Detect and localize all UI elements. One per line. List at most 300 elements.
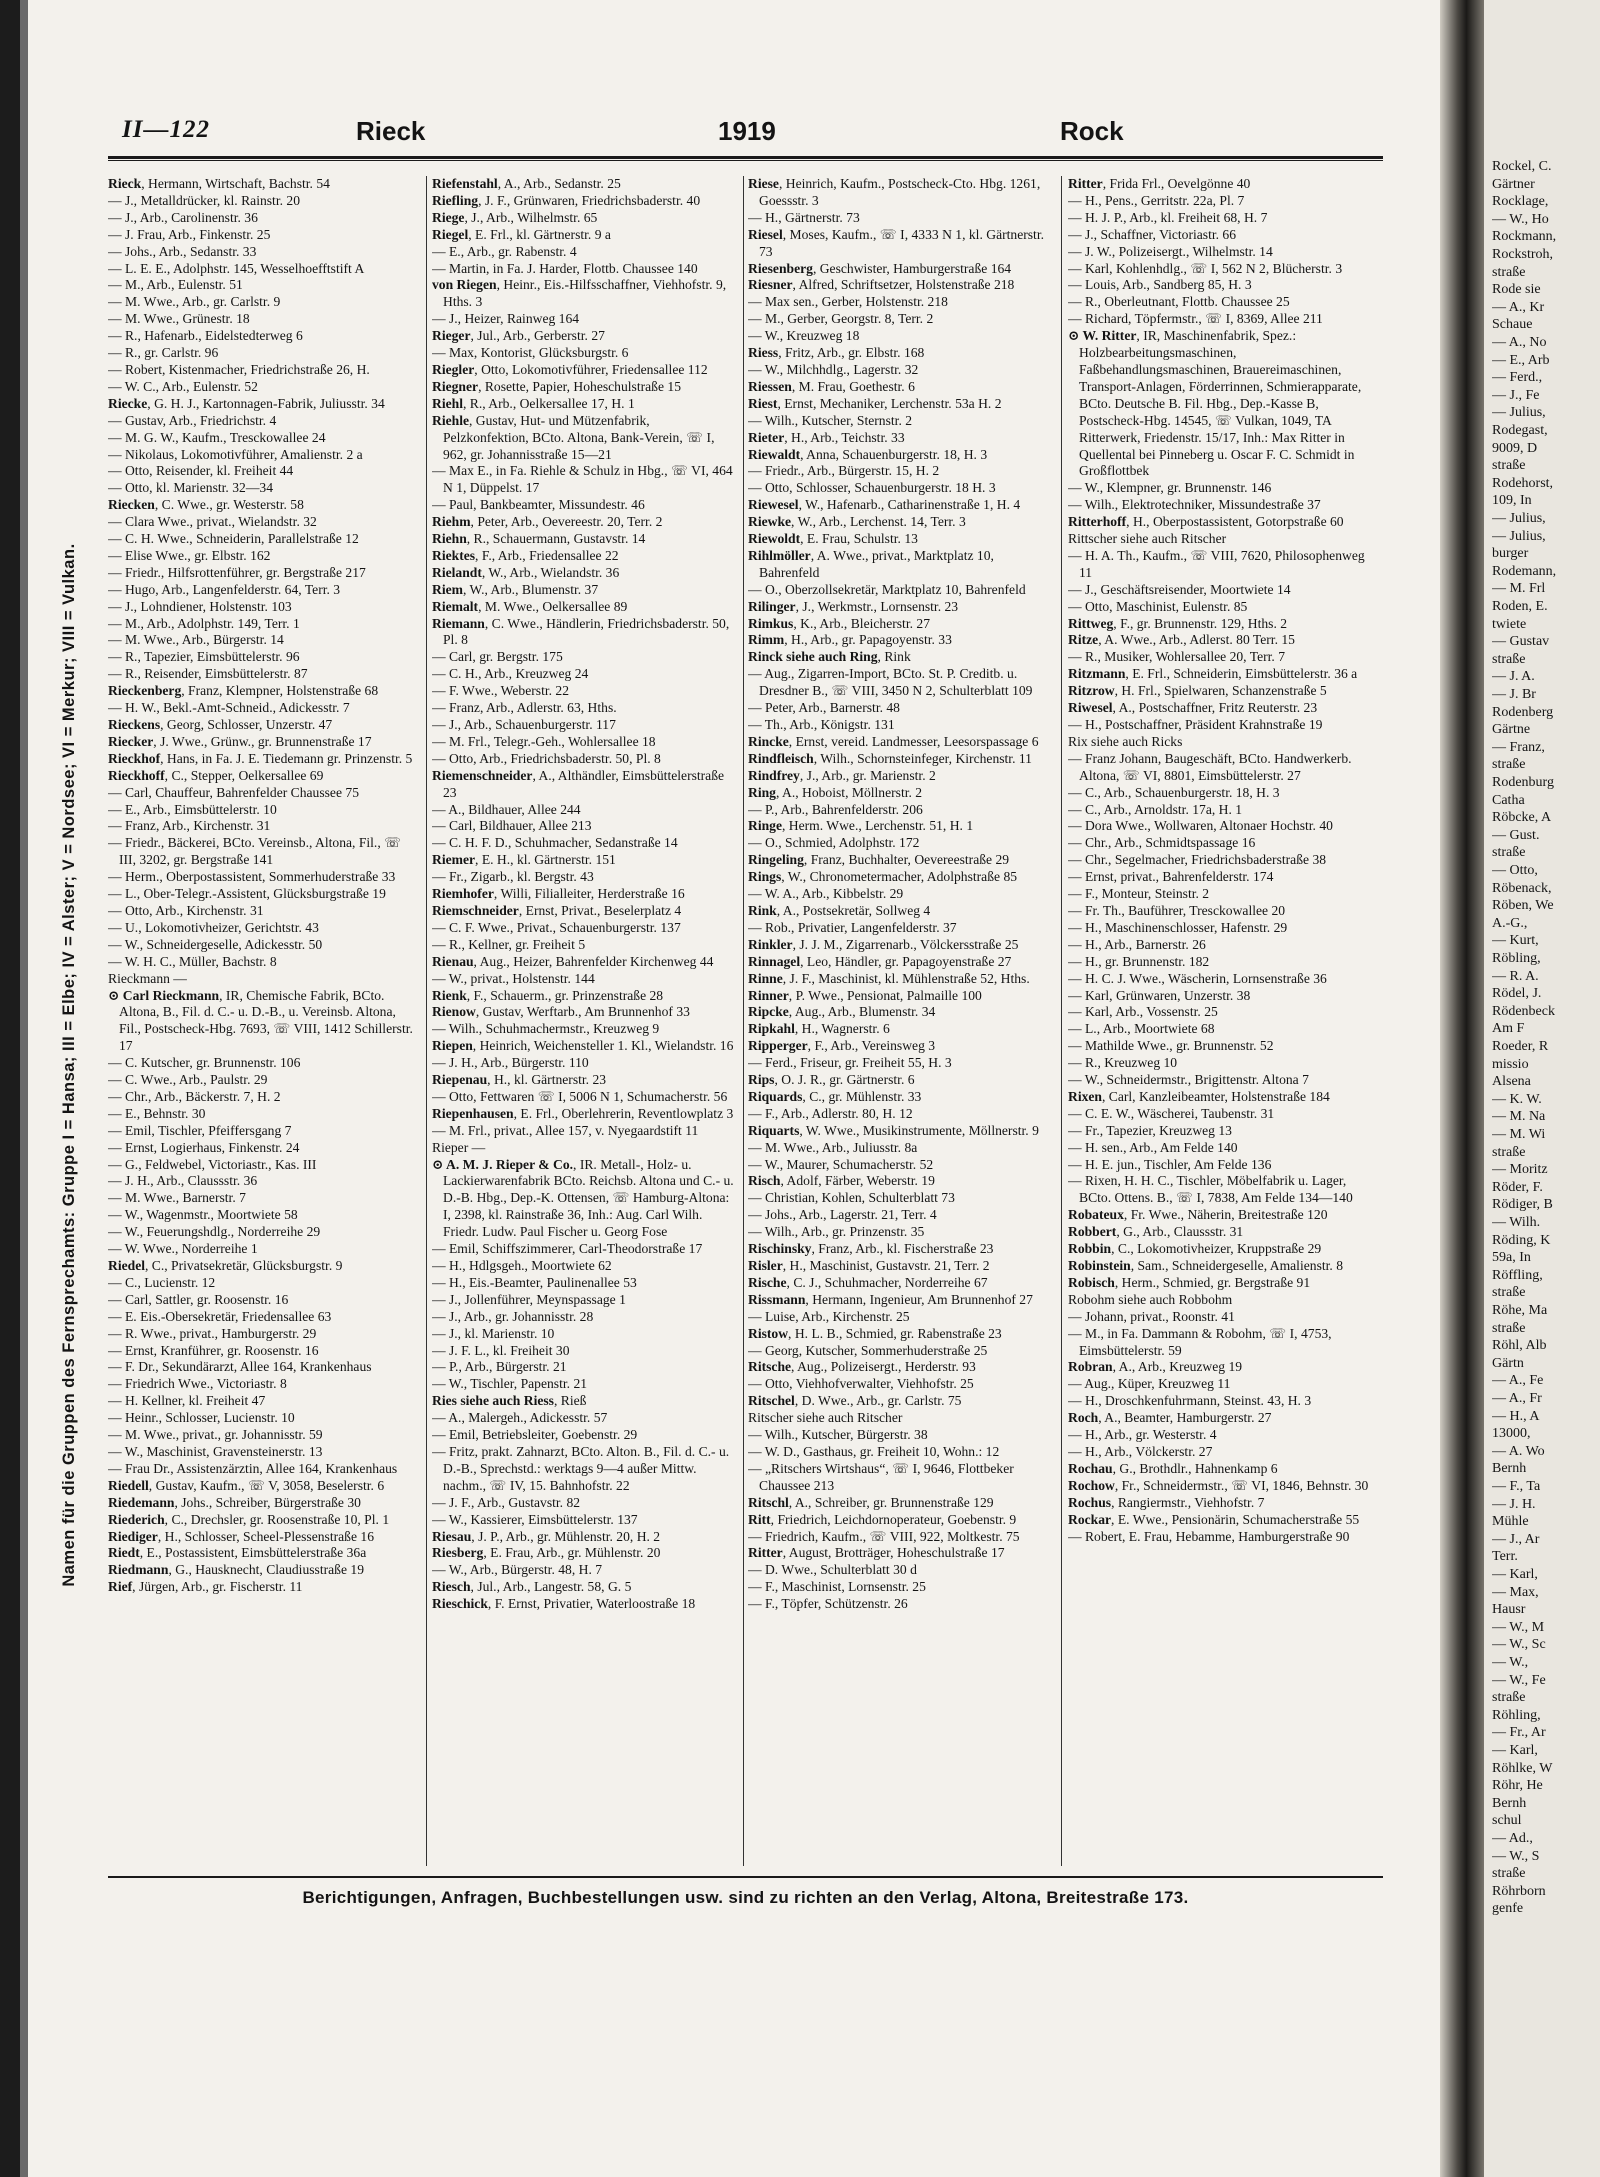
next-page-line: — J. H. xyxy=(1492,1496,1536,1512)
next-page-line: — M. Frl xyxy=(1492,581,1546,597)
next-page-line: Röhlke, W xyxy=(1492,1760,1553,1776)
directory-entry: — J. F., Arb., Gustavstr. 82 xyxy=(432,1494,581,1510)
directory-entry: — Gustav, Arb., Friedrichstr. 4 xyxy=(108,412,277,428)
directory-entry: — W., Milchhdlg., Lagerstr. 32 xyxy=(748,361,919,377)
next-page-line: Roeder, R xyxy=(1492,1039,1549,1054)
next-page-line: Röbenack, xyxy=(1492,880,1552,896)
directory-entry: Riegner, Rosette, Papier, Hoheschulstraße 15 xyxy=(432,378,681,394)
directory-entry: — Th., Arb., Königstr. 131 xyxy=(748,717,895,732)
directory-entry: Riedel, C., Privatsekretär, Glücksburgstr. 9 xyxy=(108,1258,343,1273)
directory-entry: — W., Schneidermstr., Brigittenstr. Altona 7 xyxy=(1068,1072,1309,1088)
next-page-line: Rocklage, xyxy=(1492,194,1549,210)
directory-entry: Rix siehe auch Ricks xyxy=(1068,733,1183,749)
directory-entry: — C. F. Wwe., Privat., Schauenburgerstr. 137 xyxy=(432,919,681,935)
column-3 xyxy=(748,176,1054,1868)
directory-entry: — J., Arb., Carolinenstr. 36 xyxy=(108,209,258,225)
directory-entry: — Max, Kontorist, Glücksburgstr. 6 xyxy=(432,345,629,361)
left-keyword: Rieck xyxy=(356,116,426,146)
directory-entry: — F., Arb., Adlerstr. 80, H. 12 xyxy=(748,1105,913,1121)
directory-entry: — H., Arb., Barnerstr. 26 xyxy=(1068,936,1206,952)
directory-entry: — Hugo, Arb., Langenfelderstr. 64, Terr. 3 xyxy=(108,581,341,597)
next-page-line: — A., Fr xyxy=(1492,1391,1542,1406)
directory-entry: Rieck, Hermann, Wirtschaft, Bachstr. 54 xyxy=(108,176,330,191)
directory-entry: — D. Wwe., Schulterblatt 30 d xyxy=(748,1562,917,1578)
directory-entry: Riemalt, M. Wwe., Oelkersallee 89 xyxy=(432,598,628,614)
book-gutter xyxy=(1440,0,1484,2177)
next-page-line: straße xyxy=(1492,1866,1526,1882)
directory-entry: — Rob., Privatier, Langenfelderstr. 37 xyxy=(748,919,957,935)
directory-entry: — C., Lucienstr. 12 xyxy=(108,1274,216,1290)
next-page-line: — Max, xyxy=(1492,1584,1539,1600)
directory-entry: Ritscher siehe auch Ritscher xyxy=(748,1410,903,1426)
directory-entry: — Herm., Oberpostassistent, Sommerhuderstraße 33 xyxy=(108,869,396,885)
directory-entry: Riedemann, Johs., Schreiber, Bürgerstraße 30 xyxy=(108,1494,361,1510)
next-page-line: — Franz, xyxy=(1492,739,1545,755)
directory-entry: — W., Schneidergeselle, Adickesstr. 50 xyxy=(108,936,323,952)
directory-entry: Ritt, Friedrich, Leichdornoperateur, Goebenstr. 9 xyxy=(748,1511,1017,1527)
next-page-line: straße xyxy=(1492,651,1526,667)
directory-entry: — Aug., Küper, Kreuzweg 11 xyxy=(1068,1376,1231,1392)
directory-entry: — R., gr. Carlstr. 96 xyxy=(108,345,219,361)
next-page-line: 109, In xyxy=(1492,493,1532,509)
directory-entry: ⊙ A. M. J. Rieper & Co., IR. Metall-, Holz- u. Lackierwarenfabrik BCto. Reichsb. Altona und C.- u. D.-B. Hbg., Dep.-K. Ottensen, ☏ Hamburg-Altona: I, 2398, kl. Rainstraße 36, Inh.: Aug. Carl Wilh. Friedr. Ludw. Paul Fischer u. Georg Fose xyxy=(432,1156,734,1240)
directory-entry: — M. Wwe., Grünestr. 18 xyxy=(108,311,250,327)
directory-entry: Rockar, E. Wwe., Pensionärin, Schumacherstraße 55 xyxy=(1068,1511,1360,1527)
directory-entry: Rindfleisch, Wilh., Schornsteinfeger, Kirchenstr. 11 xyxy=(748,750,1032,766)
directory-entry: Ripkahl, H., Wagnerstr. 6 xyxy=(748,1021,890,1037)
directory-entry: — J., Geschäftsreisender, Moortwiete 14 xyxy=(1068,581,1291,597)
directory-entry: — H. W., Bekl.-Amt-Schneid., Adickesstr. 7 xyxy=(108,700,350,716)
directory-entry: — Chr., Arb., Bäckerstr. 7, H. 2 xyxy=(108,1088,281,1104)
next-page-line: straße xyxy=(1492,458,1526,474)
directory-entry: — J. W., Polizeisergt., Wilhelmstr. 14 xyxy=(1068,243,1273,259)
next-page-line: — F., Ta xyxy=(1492,1479,1541,1494)
next-page-line: — W., Sc xyxy=(1492,1637,1546,1653)
next-page-line: — K. W. xyxy=(1492,1091,1542,1107)
directory-entry: Ritter, August, Brotträger, Hoheschulstraße 17 xyxy=(748,1545,1005,1561)
directory-entry: — Max sen., Gerber, Holstenstr. 218 xyxy=(748,294,948,310)
directory-entry: Rienau, Aug., Heizer, Bahrenfelder Kirchenweg 44 xyxy=(432,953,714,969)
directory-entry: — Emil, Tischler, Pfeiffersgang 7 xyxy=(108,1122,292,1138)
directory-entry: Rixen, Carl, Kanzleibeamter, Holstenstraße 184 xyxy=(1068,1088,1330,1104)
directory-entry: — J., Metalldrücker, kl. Rainstr. 20 xyxy=(108,192,301,208)
next-page-line: — Gust. xyxy=(1492,827,1540,843)
page-header xyxy=(108,116,1383,150)
directory-entry: — Fritz, prakt. Zahnarzt, BCto. Alton. B., Fil. d. C.- u. D.-B., Sprechstd.: werktags 9—4 außer Mittw. nachm., ☏ IV, 15. Bahnhofstr. 22 xyxy=(432,1443,730,1493)
next-page-line: Röben, We xyxy=(1492,898,1554,914)
directory-entry: — W., Maschinist, Gravensteinerstr. 13 xyxy=(108,1443,323,1459)
directory-entry: — W., Wagenmstr., Moortwiete 58 xyxy=(108,1207,298,1223)
side-margin xyxy=(28,230,92,1900)
directory-entry: Ritschl, A., Schreiber, gr. Brunnenstraße 129 xyxy=(748,1494,994,1510)
directory-entry: Ristow, H. L. B., Schmied, gr. Rabenstraße 23 xyxy=(748,1325,1002,1341)
directory-entry: — Fr. Th., Bauführer, Tresckowallee 20 xyxy=(1068,902,1286,918)
footer-note: Berichtigungen, Anfragen, Buchbestellungen usw. sind zu richten an den Verlag, Altona, Breitestraße 173. xyxy=(302,1888,1189,1907)
directory-entry: Riesner, Alfred, Schriftsetzer, Holstenstraße 218 xyxy=(748,277,1015,293)
directory-entry: Rieckens, Georg, Schlosser, Unzerstr. 47 xyxy=(108,717,333,732)
directory-entry: Rink, A., Postsekretär, Sollweg 4 xyxy=(748,902,931,918)
directory-entry: — Emil, Betriebsleiter, Goebenstr. 29 xyxy=(432,1427,638,1443)
directory-entry: Rinner, P. Wwe., Pensionat, Palmaille 100 xyxy=(748,987,982,1003)
next-page-line: — H., A xyxy=(1492,1408,1540,1424)
directory-entry: — W., Kassierer, Eimsbüttelerstr. 137 xyxy=(432,1511,638,1527)
next-page-line: — Karl, xyxy=(1492,1743,1538,1758)
directory-entry: Riewke, W., Arb., Lerchenst. 14, Terr. 3 xyxy=(748,514,966,530)
directory-entry: Riess, Fritz, Arb., gr. Elbstr. 168 xyxy=(748,345,925,361)
next-page-line: schul xyxy=(1492,1813,1522,1829)
directory-entry: — M., Gerber, Georgstr. 8, Terr. 2 xyxy=(748,311,934,327)
next-page-line: — W., M xyxy=(1492,1619,1545,1635)
directory-entry: — H., Hdlgsgeh., Moortwiete 62 xyxy=(432,1258,612,1273)
directory-entry: Riehl, R., Arb., Oelkersallee 17, H. 1 xyxy=(432,395,635,411)
directory-entry: — Johs., Arb., Sedanstr. 33 xyxy=(108,243,257,259)
directory-entry: Ripcke, Aug., Arb., Blumenstr. 34 xyxy=(748,1004,936,1020)
next-page-line: Röhl, Alb xyxy=(1492,1338,1547,1354)
directory-entry: — C. Wwe., Arb., Paulstr. 29 xyxy=(108,1072,268,1088)
next-page-line: Gärtner xyxy=(1492,176,1535,192)
next-page-line: Rockel, C. xyxy=(1492,159,1552,174)
next-page-line: Rödiger, B xyxy=(1492,1197,1553,1213)
next-page-line: Röder, F. xyxy=(1492,1179,1543,1195)
directory-entry: — Carl, gr. Bergstr. 175 xyxy=(432,649,563,665)
scan-edge-left xyxy=(0,0,20,2177)
phone-exchange-note: Namen für die Gruppen des Fernsprechamts: Gruppe I = Hansa; III = Elbe; IV = Alster; V = Nordsee; VI = Merkur; VIII = Vulkan. xyxy=(60,543,78,1587)
directory-entry: — W. H. C., Müller, Bachstr. 8 xyxy=(108,953,277,969)
directory-entry: Riepenau, H., kl. Gärtnerstr. 23 xyxy=(432,1072,607,1088)
next-page-line: genfe xyxy=(1492,1901,1524,1917)
directory-entry: — C. E. W., Wäscherei, Taubenstr. 31 xyxy=(1068,1105,1275,1121)
directory-entry: — M. Wwe., Arb., Bürgerstr. 14 xyxy=(108,632,284,648)
directory-entry: — H. J. P., Arb., kl. Freiheit 68, H. 7 xyxy=(1068,209,1268,225)
directory-entry: Riedell, Gustav, Kaufm., ☏ V, 3058, Beselerstr. 6 xyxy=(108,1477,385,1493)
next-page-line: — J. Br xyxy=(1492,687,1536,702)
directory-entry: — L. E. E., Adolphstr. 145, Wesselhoefftstift A xyxy=(108,260,365,276)
directory-entry: — W., Tischler, Papenstr. 21 xyxy=(432,1376,588,1392)
directory-entry: — M., Arb., Adolphstr. 149, Terr. 1 xyxy=(108,615,300,631)
next-page-line: Rodehorst, xyxy=(1492,475,1554,491)
directory-entry: Ring, A., Hoboist, Möllnerstr. 2 xyxy=(748,784,923,800)
next-page-line: — A. Wo xyxy=(1492,1443,1545,1459)
directory-entry: Rimm, H., Arb., gr. Papagoyenstr. 33 xyxy=(748,632,952,648)
directory-entry: Rindfrey, J., Arb., gr. Marienstr. 2 xyxy=(748,767,936,783)
directory-entry: — Franz, Arb., Kirchenstr. 31 xyxy=(108,818,271,834)
directory-entry: — Christian, Kohlen, Schulterblatt 73 xyxy=(748,1190,955,1206)
directory-entry: Riem, W., Arb., Blumenstr. 37 xyxy=(432,581,599,597)
directory-entry: Ritze, A. Wwe., Arb., Adlerst. 80 Terr. 15 xyxy=(1068,632,1295,648)
directory-entry: — J. F. L., kl. Freiheit 30 xyxy=(432,1342,570,1358)
right-keyword: Rock xyxy=(1060,116,1124,146)
year: 1919 xyxy=(718,116,776,146)
directory-entry: — E., Arb., Eimsbüttelerstr. 10 xyxy=(108,801,277,817)
directory-entry: — M. Wwe., privat., gr. Johannisstr. 59 xyxy=(108,1427,323,1443)
directory-entry: — Richard, Töpfermstr., ☏ I, 8369, Allee 211 xyxy=(1068,311,1323,327)
next-page-line: — Moritz xyxy=(1492,1162,1548,1178)
next-page-line: Rockstroh, xyxy=(1492,247,1554,262)
directory-entry: — Aug., Zigarren-Import, BCto. St. P. Creditb. u. Dresdner B., ☏ VIII, 3450 N 2, Schulterblatt 109 xyxy=(748,666,1033,699)
directory-entry: Ritsche, Aug., Polizeisergt., Herderstr. 93 xyxy=(748,1359,976,1375)
directory-entry: — J. Frau, Arb., Finkenstr. 25 xyxy=(108,226,271,242)
column-2 xyxy=(432,176,738,1868)
directory-entry: — H. A. Th., Kaufm., ☏ VIII, 7620, Philosophenweg 11 xyxy=(1068,547,1365,580)
directory-entry: — H., Pens., Gerritstr. 22a, Pl. 7 xyxy=(1068,192,1245,208)
directory-entry: Riemenschneider, A., Althändler, Eimsbüttelerstraße 23 xyxy=(432,767,725,800)
directory-entry: Riefling, J. F., Grünwaren, Friedrichsbaderstr. 40 xyxy=(432,192,701,208)
next-page-line: — A., Fe xyxy=(1492,1373,1544,1389)
directory-entry: — P., Arb., Bürgerstr. 21 xyxy=(432,1359,567,1375)
directory-entry: Rieckmann — xyxy=(108,970,187,986)
directory-entry: — F., Monteur, Steinstr. 2 xyxy=(1068,886,1210,902)
directory-entry: Rieckhof, Hans, in Fa. J. E. Tiedemann gr. Prinzenstr. 5 xyxy=(108,750,413,766)
next-page-line: — W., Fe xyxy=(1492,1672,1546,1688)
directory-entry: Riwesel, A., Postschaffner, Fritz Reuterstr. 23 xyxy=(1068,700,1318,716)
next-page-line: — J., Fe xyxy=(1492,387,1540,403)
directory-entry: Riediger, H., Schlosser, Scheel-Plessenstraße 16 xyxy=(108,1528,375,1544)
directory-entry: Rische, C. J., Schuhmacher, Norderreihe 67 xyxy=(748,1274,988,1290)
next-page-line: A.-G., xyxy=(1492,915,1528,931)
next-page-line: — Wilh. xyxy=(1492,1215,1541,1230)
directory-entry: Riemer, E. H., kl. Gärtnerstr. 151 xyxy=(432,852,616,868)
directory-entry: — W. C., Arb., Eulenstr. 52 xyxy=(108,378,258,394)
directory-entry: von Riegen, Heinr., Eis.-Hilfsschaffner, Viehhofstr. 9, Hths. 3 xyxy=(432,277,727,310)
directory-entry: Riemhofer, Willi, Filialleiter, Herderstraße 16 xyxy=(432,886,685,902)
directory-entry: — W., Arb., Bürgerstr. 48, H. 7 xyxy=(432,1562,603,1578)
next-page-line: Gärtne xyxy=(1492,722,1531,738)
directory-entry: Riese, Heinrich, Kaufm., Postscheck-Cto. Hbg. 1261, Goessstr. 3 xyxy=(748,176,1041,208)
directory-entry: — Elise Wwe., gr. Elbstr. 162 xyxy=(108,547,271,563)
next-page-line: Röding, K xyxy=(1492,1232,1551,1248)
next-page-line: Am F xyxy=(1492,1021,1525,1037)
directory-entry: — H., Arb., gr. Westerstr. 4 xyxy=(1068,1427,1217,1443)
directory-entry: — M. Wwe., Barnerstr. 7 xyxy=(108,1190,246,1206)
directory-entry: — Johs., Arb., Lagerstr. 21, Terr. 4 xyxy=(748,1207,937,1223)
directory-entry: — Max E., in Fa. Riehle & Schulz in Hbg., ☏ VI, 464 N 1, Düppelst. 17 xyxy=(432,463,733,496)
directory-entry: — M., Arb., Eulenstr. 51 xyxy=(108,277,243,293)
next-page-line: — Fr., Ar xyxy=(1492,1725,1546,1741)
directory-entry: — F. Dr., Sekundärarzt, Allee 164, Krankenhaus xyxy=(108,1359,372,1375)
directory-entry: Risler, H., Maschinist, Gustavstr. 21, Terr. 2 xyxy=(748,1258,990,1273)
directory-entry: — Karl, Grünwaren, Unzerstr. 38 xyxy=(1068,987,1251,1003)
next-page-line: — J., Ar xyxy=(1492,1531,1540,1547)
directory-entry: — A., Malergeh., Adickesstr. 57 xyxy=(432,1410,608,1426)
directory-entry: — E., Behnstr. 30 xyxy=(108,1105,206,1121)
directory-entry: Riepen, Heinrich, Weichensteller 1. Kl., Wielandstr. 16 xyxy=(432,1038,734,1054)
directory-entry: Riquards, C., gr. Mühlenstr. 33 xyxy=(748,1088,922,1104)
next-page-line: Röhrborn xyxy=(1492,1883,1546,1899)
directory-entry: — W., Kreuzweg 18 xyxy=(748,328,860,344)
directory-entry: — Wilh., Kutscher, Sternstr. 2 xyxy=(748,412,913,428)
directory-entry: Robbert, G., Arb., Claussstr. 31 xyxy=(1068,1224,1244,1240)
directory-entry: — F. Wwe., Weberstr. 22 xyxy=(432,683,570,699)
directory-entry: — Fr., Tapezier, Kreuzweg 13 xyxy=(1068,1122,1232,1138)
directory-entry: — F., Töpfer, Schützenstr. 26 xyxy=(748,1596,908,1612)
directory-entry: — M., in Fa. Dammann & Robohm, ☏ I, 4753, Eimsbüttelerstr. 59 xyxy=(1068,1325,1332,1358)
next-page-line: Catha xyxy=(1492,792,1525,808)
next-page-fragment xyxy=(1484,0,1600,2177)
directory-entry: Ritschel, D. Wwe., Arb., gr. Carlstr. 75 xyxy=(748,1393,962,1409)
next-page-line: Rödel, J. xyxy=(1492,986,1542,1002)
directory-entry: — W. A., Arb., Kibbelstr. 29 xyxy=(748,886,904,902)
directory-entry: — E. Eis.-Obersekretär, Friedensallee 63 xyxy=(108,1308,332,1324)
directory-entry: Rienk, F., Schauerm., gr. Prinzenstraße 28 xyxy=(432,987,664,1003)
directory-entry: Rimkus, K., Arb., Bleicherstr. 27 xyxy=(748,615,931,631)
directory-entry: Riegel, E. Frl., kl. Gärtnerstr. 9 a xyxy=(432,226,611,242)
next-page-line: Rödenbeck xyxy=(1492,1003,1555,1019)
directory-entry: — C., Arb., Arnoldstr. 17a, H. 1 xyxy=(1068,801,1243,817)
directory-entry: Robinstein, Sam., Schneidergeselle, Amalienstr. 8 xyxy=(1068,1258,1344,1273)
directory-entry: — Johann, privat., Roonstr. 41 xyxy=(1068,1308,1235,1324)
directory-entry: — Chr., Arb., Schmidtspassage 16 xyxy=(1068,835,1256,851)
next-page-line: Gärtn xyxy=(1492,1355,1524,1371)
directory-entry: Riesel, Moses, Kaufm., ☏ I, 4333 N 1, kl. Gärtnerstr. 73 xyxy=(748,226,1045,259)
directory-entry: — L., Arb., Moortwiete 68 xyxy=(1068,1021,1215,1037)
directory-entry: Riesberg, E. Frau, Arb., gr. Mühlenstr. 20 xyxy=(432,1545,661,1561)
directory-entry: Riehn, R., Schauermann, Gustavstr. 14 xyxy=(432,531,646,547)
column-divider xyxy=(1061,176,1062,1866)
directory-entry: Ries siehe auch Riess, Rieß xyxy=(432,1393,587,1409)
directory-entry: Rochau, G., Brothdlr., Hahnenkamp 6 xyxy=(1068,1460,1278,1476)
directory-entry: — R., Hafenarb., Eidelstedterweg 6 xyxy=(108,328,303,344)
directory-entry: Riepenhausen, E. Frl., Oberlehrerin, Reventlowplatz 3 xyxy=(432,1105,734,1121)
directory-entry: Rings, W., Chronometermacher, Adolphstraße 85 xyxy=(748,869,1018,885)
directory-entry: — Peter, Arb., Barnerstr. 48 xyxy=(748,700,900,716)
directory-entry: — Carl, Sattler, gr. Roosenstr. 16 xyxy=(108,1291,289,1307)
directory-entry: Rihlmöller, A. Wwe., privat., Marktplatz 10, Bahrenfeld xyxy=(748,547,994,580)
directory-entry: — J. H., Arb., Claussstr. 36 xyxy=(108,1173,258,1189)
directory-entry: — H., Gärtnerstr. 73 xyxy=(748,209,860,225)
directory-entry: — Robert, E. Frau, Hebamme, Hamburgerstraße 90 xyxy=(1068,1528,1350,1544)
directory-entry: — H., Droschkenfuhrmann, Steinst. 43, H. 3 xyxy=(1068,1393,1312,1409)
directory-entry: — Dora Wwe., Wollwaren, Altonaer Hochstr. 40 xyxy=(1068,818,1333,834)
directory-entry: — W. D., Gasthaus, gr. Freiheit 10, Wohn.: 12 xyxy=(748,1443,1000,1459)
next-page-line: Rodegast, xyxy=(1492,423,1548,438)
directory-entry: Riegler, Otto, Lokomotivführer, Friedensallee 112 xyxy=(432,361,708,377)
directory-entry: — C. Kutscher, gr. Brunnenstr. 106 xyxy=(108,1055,301,1071)
next-page-line: Rockmann, xyxy=(1492,229,1557,245)
directory-entry: Rittweg, F., gr. Brunnenstr. 129, Hths. 2 xyxy=(1068,615,1288,631)
directory-entry: — Robert, Kistenmacher, Friedrichstraße 26, H. xyxy=(108,361,370,377)
directory-entry: Riecker, J. Wwe., Grünw., gr. Brunnenstraße 17 xyxy=(108,733,372,749)
next-page-line: Bernh xyxy=(1492,1461,1527,1477)
directory-entry: — Rixen, H. H. C., Tischler, Möbelfabrik u. Lager, BCto. Ottens. B., ☏ I, 7838, Am Felde 134—140 xyxy=(1068,1173,1353,1206)
directory-entry: — M. G. W., Kaufm., Tresckowallee 24 xyxy=(108,429,326,445)
directory-entry: Rinne, J. F., Maschinist, kl. Mühlenstraße 52, Hths. xyxy=(748,970,1030,986)
directory-entry: — Otto, Arb., Friedrichsbaderstr. 50, Pl. 8 xyxy=(432,750,661,766)
directory-entry: — W., Feuerungshdlg., Norderreihe 29 xyxy=(108,1224,321,1240)
directory-entry: — W., privat., Holstenstr. 144 xyxy=(432,970,595,986)
next-page-line: — A., Kr xyxy=(1492,299,1545,315)
directory-entry: — Ferd., Friseur, gr. Freiheit 55, H. 3 xyxy=(748,1055,952,1071)
directory-entry: — Nikolaus, Lokomotivführer, Amalienstr. 2 a xyxy=(108,446,363,462)
directory-entry: — Ernst, Logierhaus, Finkenstr. 24 xyxy=(108,1139,300,1155)
next-page-line: Rodemann, xyxy=(1492,563,1557,579)
directory-entry: — H., gr. Brunnenstr. 182 xyxy=(1068,953,1210,969)
directory-entry: Riemschneider, Ernst, Privat., Beselerplatz 4 xyxy=(432,902,682,918)
directory-entry: Riest, Ernst, Mechaniker, Lerchenstr. 53a H. 2 xyxy=(748,395,1002,411)
directory-entry: — C., Arb., Schauenburgerstr. 18, H. 3 xyxy=(1068,784,1280,800)
directory-entry: — Fr., Zigarb., kl. Bergstr. 43 xyxy=(432,869,594,885)
directory-entry: — P., Arb., Bahrenfelderstr. 206 xyxy=(748,801,923,817)
directory-entry: — Friedr., Hilfsrottenführer, gr. Bergstraße 217 xyxy=(108,564,366,580)
next-page-line: Schaue xyxy=(1492,317,1533,333)
directory-entry: Rischinsky, Franz, Arb., kl. Fischerstraße 23 xyxy=(748,1241,994,1257)
directory-entry: Rilinger, J., Werkmstr., Lornsenstr. 23 xyxy=(748,598,959,614)
directory-entry: Robateux, Fr. Wwe., Näherin, Breitestraße 120 xyxy=(1068,1207,1328,1223)
header-rule xyxy=(108,156,1383,159)
directory-entry: Riesenberg, Geschwister, Hamburgerstraße 164 xyxy=(748,260,1012,276)
directory-entry: — G., Feldwebel, Victoriastr., Kas. III xyxy=(108,1156,317,1172)
directory-entry: Robran, A., Arb., Kreuzweg 19 xyxy=(1068,1359,1243,1375)
next-page-line: straße xyxy=(1492,757,1526,773)
directory-entry: — H. Kellner, kl. Freiheit 47 xyxy=(108,1393,266,1409)
directory-entry: Rienow, Gustav, Werftarb., Am Brunnenhof 33 xyxy=(432,1004,690,1020)
directory-entry: Ringe, Herm. Wwe., Lerchenstr. 51, H. 1 xyxy=(748,818,974,834)
directory-entry: — Otto, Fettwaren ☏ I, 5006 N 1, Schumacherstr. 56 xyxy=(432,1088,728,1104)
next-page-line: straße xyxy=(1492,1285,1526,1301)
directory-entry: Rochus, Rangiermstr., Viehhofstr. 7 xyxy=(1068,1494,1265,1510)
directory-entry: — J., Arb., gr. Johannisstr. 28 xyxy=(432,1308,594,1324)
directory-entry: — U., Lokomotivheizer, Gerichtstr. 43 xyxy=(108,919,319,935)
directory-entry: — Otto, Arb., Kirchenstr. 31 xyxy=(108,902,264,918)
directory-entry: Riedmann, G., Hausknecht, Claudiusstraße 19 xyxy=(108,1562,365,1578)
directory-entry: Ritter, Frida Frl., Oevelgönne 40 xyxy=(1068,176,1251,191)
directory-entry: Rieter, H., Arb., Teichstr. 33 xyxy=(748,429,905,445)
next-page-line: Rodenburg xyxy=(1492,775,1554,790)
directory-entry: — J., Heizer, Rainweg 164 xyxy=(432,311,580,327)
directory-entry: Riektes, F., Arb., Friedensallee 22 xyxy=(432,547,619,563)
directory-entry: Riessen, M. Frau, Goethestr. 6 xyxy=(748,378,915,394)
directory-entry: Rieckenberg, Franz, Klempner, Holstenstraße 68 xyxy=(108,683,379,699)
directory-entry: Rips, O. J. R., gr. Gärtnerstr. 6 xyxy=(748,1072,915,1088)
directory-entry: — Friedrich, Kaufm., ☏ VIII, 922, Moltkestr. 75 xyxy=(748,1528,1020,1544)
next-page-line: Terr. xyxy=(1492,1549,1518,1565)
directory-entry: — Clara Wwe., privat., Wielandstr. 32 xyxy=(108,514,317,530)
directory-entry: Riege, J., Arb., Wilhelmstr. 65 xyxy=(432,209,598,225)
directory-entry: — R., Kreuzweg 10 xyxy=(1068,1055,1178,1071)
next-page-line: Rode sie xyxy=(1492,282,1541,298)
directory-entry: — Chr., Segelmacher, Friedrichsbaderstraße 38 xyxy=(1068,852,1327,868)
directory-entry: — Otto, Viehhofverwalter, Viehhofstr. 25 xyxy=(748,1376,974,1392)
column-4 xyxy=(1068,176,1374,1868)
directory-entry: — Franz, Arb., Adlerstr. 63, Hths. xyxy=(432,700,617,716)
footer-rule xyxy=(108,1876,1383,1878)
directory-entry: ⊙ W. Ritter, IR, Maschinenfabrik, Spez.: Holzbearbeitungsmaschinen, Faßbehandlungsmaschinen, Brauereimaschinen, Transport-Anlagen, Förderrinnen, Schmierapparate, BCto. Deutsche B. Fil. Hbg., Dep.-Kasse B, Postscheck-Hbg. 14545, ☏ Vulkan, 1049, TA Ritterwerk, Friedenstr. 15/17, Inh.: Max Ritter in Quellental bei Pinneberg u. Oscar F. C. Schmidt in Großflottbek xyxy=(1068,328,1362,479)
directory-entry: — J. H., Arb., Bürgerstr. 110 xyxy=(432,1055,589,1071)
directory-entry: — Otto, Maschinist, Eulenstr. 85 xyxy=(1068,598,1248,614)
next-page-line: — M. Wi xyxy=(1492,1127,1546,1142)
next-page-line: Hausr xyxy=(1492,1602,1526,1618)
directory-entry: — A., Bildhauer, Allee 244 xyxy=(432,801,581,817)
directory-entry: — Otto, Schlosser, Schauenburgerstr. 18 H. 3 xyxy=(748,480,996,496)
directory-entry: — M. Frl., privat., Allee 157, v. Nyegaardstift 11 xyxy=(432,1122,699,1138)
directory-entry: — Wilh., Elektrotechniker, Missundestraße 37 xyxy=(1068,497,1321,513)
directory-entry: — Luise, Arb., Kirchenstr. 25 xyxy=(748,1308,910,1324)
directory-entry: — „Ritschers Wirtshaus“, ☏ I, 9646, Flottbeker Chaussee 213 xyxy=(748,1460,1014,1493)
directory-entry: Robisch, Herm., Schmied, gr. Bergstraße 91 xyxy=(1068,1274,1311,1290)
directory-entry: — J., kl. Marienstr. 10 xyxy=(432,1325,555,1341)
next-page-line: Röhr, He xyxy=(1492,1778,1543,1794)
directory-entry: Rincke, Ernst, vereid. Landmesser, Leesorspassage 6 xyxy=(748,733,1039,749)
next-page-line: — Gustav xyxy=(1492,634,1550,650)
next-page-line: — Karl, xyxy=(1492,1567,1538,1582)
next-page-line: — Otto, xyxy=(1492,863,1538,878)
directory-entry: — H. C. J. Wwe., Wäscherin, Lornsenstraße 36 xyxy=(1068,970,1327,986)
directory-entry: — Karl, Arb., Vossenstr. 25 xyxy=(1068,1004,1218,1020)
directory-entry: — J., Schaffner, Victoriastr. 66 xyxy=(1068,226,1237,242)
directory-entry: Riewaldt, Anna, Schauenburgerstr. 18, H. 3 xyxy=(748,446,988,462)
directory-entry: Rielandt, W., Arb., Wielandstr. 36 xyxy=(432,564,620,580)
directory-entry: — Otto, kl. Marienstr. 32—34 xyxy=(108,480,274,496)
next-page-line: — Julius, xyxy=(1492,405,1546,421)
